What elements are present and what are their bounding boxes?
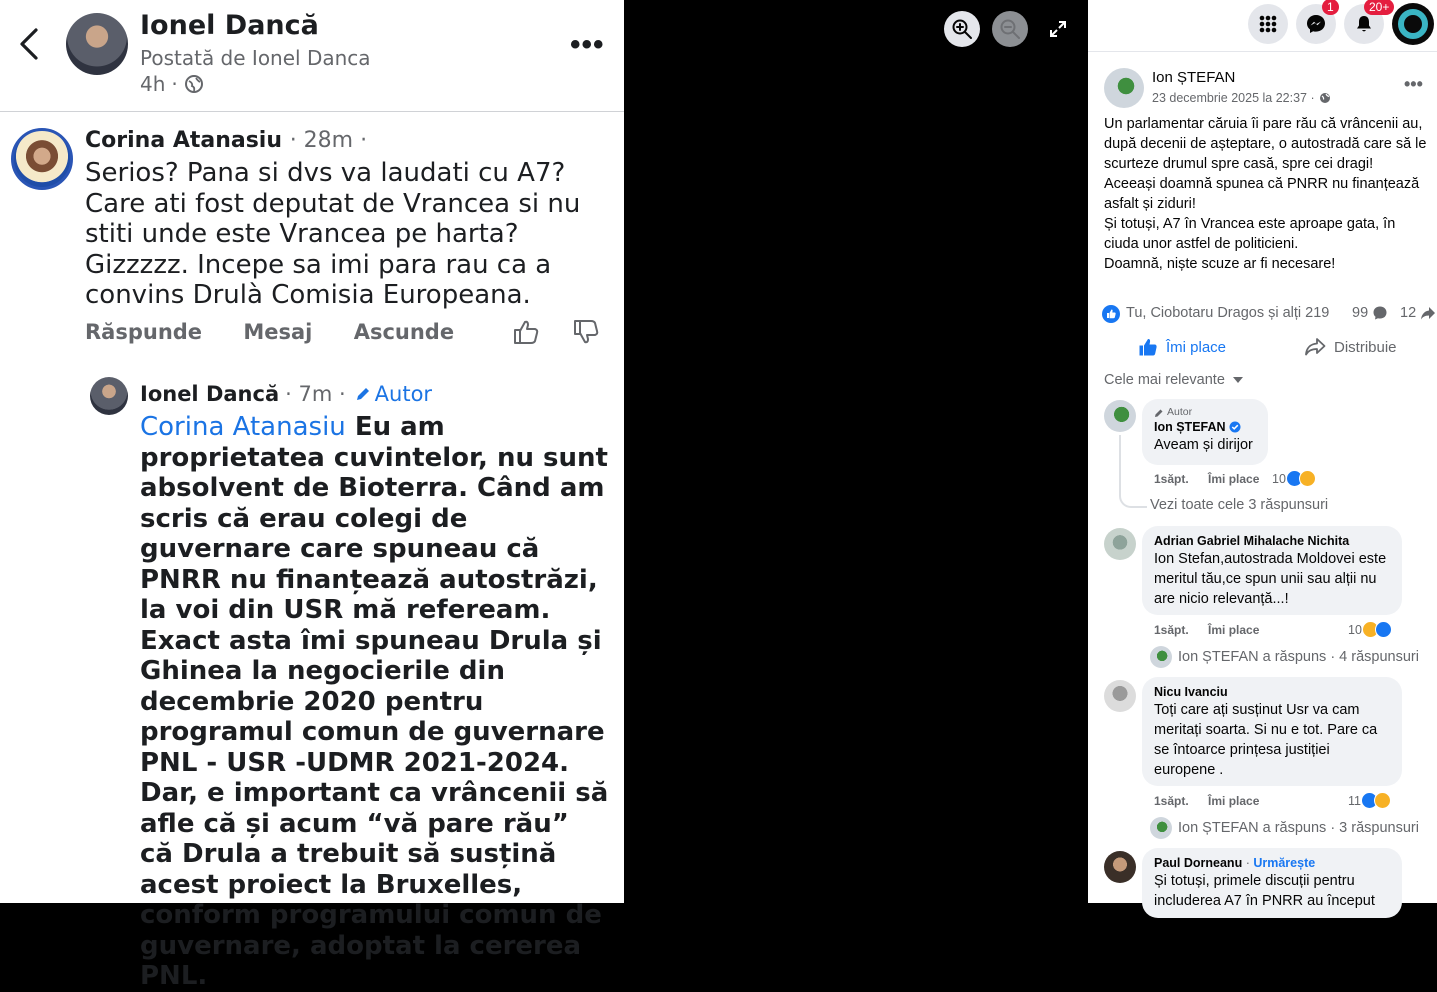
haha-reaction-icon — [1374, 792, 1391, 809]
thumbs-down-icon — [572, 318, 600, 346]
reply-action: Răspunde — [85, 320, 203, 344]
view-replies-text: Ion ȘTEFAN a răspuns · 4 răspunsuri — [1178, 649, 1419, 665]
comment-author-name[interactable]: Nicu Ivanciu — [1154, 685, 1228, 699]
comment-text: Și totuși, primele discuții pentru includerea A7 în PNRR au început — [1154, 873, 1375, 909]
share-icon — [1420, 305, 1436, 321]
post-date-text: 23 decembrie 2025 la 22:37 · — [1152, 91, 1315, 105]
avatar[interactable] — [1104, 400, 1136, 432]
view-replies-link[interactable] — [1150, 497, 1328, 513]
verified-badge-icon — [1229, 421, 1241, 433]
comments-count[interactable] — [1352, 305, 1388, 321]
comment-meta — [1154, 472, 1275, 486]
view-replies-link[interactable] — [1150, 817, 1419, 839]
photo-subtitle: Postată de Ionel Danca — [140, 46, 371, 70]
pencil-icon — [1154, 408, 1164, 418]
pencil-icon — [354, 385, 372, 403]
zoom-in-icon — [951, 18, 973, 40]
photo-meta — [140, 72, 204, 96]
messenger-icon — [1305, 13, 1327, 35]
share-button[interactable] — [1304, 337, 1397, 357]
mention-link: Corina Atanasiu — [140, 412, 346, 442]
comment-sort-dropdown[interactable] — [1104, 372, 1243, 388]
more-options-icon: ••• — [570, 28, 605, 61]
comment-text: Aveam și dirijor — [1154, 437, 1253, 453]
top-bar — [1088, 0, 1437, 52]
like-label: Îmi place — [1166, 338, 1227, 356]
reply-text — [140, 412, 610, 992]
shares-count-value: 12 — [1400, 305, 1417, 321]
comment-reactions-count: 10 — [1348, 622, 1362, 637]
comment-reactions-count: 10 — [1272, 471, 1286, 486]
haha-reaction-icon — [1299, 470, 1316, 487]
comment-reactions-count: 11 — [1348, 793, 1361, 808]
bell-icon — [1354, 14, 1374, 34]
thumbs-up-icon — [512, 318, 540, 346]
comment-time: · 28m · — [289, 128, 368, 153]
photo-header — [0, 0, 624, 112]
post-sidebar — [1088, 0, 1437, 909]
reactions-names: Tu, Ciobotaru Dragos și alți 219 — [1126, 305, 1330, 321]
avatar — [1150, 646, 1172, 668]
back-arrow-icon — [16, 26, 46, 62]
comment-icon — [1372, 305, 1388, 321]
comment-reactions[interactable] — [1272, 470, 1316, 487]
thread-line — [1119, 435, 1147, 508]
comment-actions — [85, 320, 488, 344]
thumbs-up-icon — [1138, 337, 1158, 357]
share-icon — [1304, 337, 1326, 357]
comment-time[interactable]: 1săpt. — [1154, 472, 1189, 486]
comment-author-name[interactable]: Paul Dorneanu — [1154, 856, 1243, 870]
notifications-button[interactable] — [1344, 0, 1390, 44]
comment-text: Toți care ați susținut Usr va cam meritați soarta. Si nu e tot. Pare ca se întoarce prințesa justiției europene . — [1154, 702, 1378, 778]
comment-text: Serios? Pana si dvs va laudati cu A7? Care ati fost deputat de Vrancea si nu stiti unde este Vrancea pe harta? Gizzzzz. Incepe sa imi para rau ca a convins Drulà Comisia Europeana. — [85, 158, 581, 310]
comment-text: Ion Stefan,autostrada Moldovei este meritul tău,ce spun unii sau alții nu are nicio relevanță...! — [1154, 551, 1387, 607]
comment-reactions[interactable] — [1348, 621, 1392, 638]
comment-time[interactable]: 1săpt. — [1154, 623, 1189, 637]
comment-bubble — [1142, 848, 1402, 918]
fullscreen-icon — [1048, 19, 1068, 39]
zoom-out-button[interactable] — [992, 11, 1028, 47]
avatar[interactable] — [1104, 68, 1144, 108]
author-badge-label: Autor — [1167, 406, 1193, 418]
comment-like-button[interactable]: Îmi place — [1208, 472, 1260, 486]
author-badge — [1154, 406, 1256, 419]
reply-author-name: Ionel Dancă — [140, 382, 280, 406]
shares-count[interactable] — [1400, 305, 1436, 321]
comment-like-button[interactable]: Îmi place — [1208, 623, 1260, 637]
like-reaction-icon — [1102, 305, 1120, 323]
post-text: Un parlamentar căruia îi pare rău că vrâncenii au, după decenii de așteptare, o autostradă care să le scurteze drumul spre casă, spre cei dragi! Aceeași doamnă spunea că PNRR nu finanțează asfalt și ziduri! Și totuși, A7 în Vrancea este aproape gata, în ciuda unor astfel de politicieni. Doamnă, niște scuze ar fi necesare! — [1104, 116, 1427, 272]
comment-author-name: Ion ȘTEFAN — [1154, 420, 1226, 434]
hide-action: Ascunde — [353, 320, 455, 344]
messenger-button[interactable] — [1296, 0, 1336, 44]
comment-author: Paul Dorneanu · Urmărește — [1154, 856, 1316, 870]
avatar — [66, 13, 128, 75]
comment-like-button[interactable]: Îmi place — [1208, 794, 1260, 808]
post-date[interactable] — [1152, 91, 1331, 105]
avatar — [11, 128, 73, 190]
author-badge-label: Autor — [374, 382, 433, 406]
comment-bubble — [1142, 399, 1268, 465]
grid-menu-icon — [1258, 14, 1278, 34]
comment-reactions[interactable] — [1348, 792, 1391, 809]
comment-time[interactable]: 1săpt. — [1154, 794, 1189, 808]
zoom-out-icon — [999, 18, 1021, 40]
post-photo — [0, 0, 624, 991]
sort-label: Cele mai relevante — [1104, 372, 1225, 388]
comment-author-name: Corina Atanasiu — [85, 128, 283, 153]
like-reaction-icon — [1375, 621, 1392, 638]
avatar[interactable] — [1104, 680, 1136, 712]
messenger-badge: 1 — [1322, 0, 1339, 15]
avatar — [90, 377, 128, 415]
zoom-in-button[interactable] — [944, 11, 980, 47]
notifications-badge: 20+ — [1364, 0, 1394, 15]
menu-button[interactable] — [1248, 4, 1288, 44]
reply-author — [140, 382, 432, 406]
avatar — [1398, 9, 1428, 39]
post-author-name[interactable]: Ion ȘTEFAN — [1152, 69, 1236, 86]
view-replies-text: Ion ȘTEFAN a răspuns · 3 răspunsuri — [1178, 820, 1419, 836]
view-replies-text: Vezi toate cele 3 răspunsuri — [1150, 497, 1329, 513]
avatar — [1150, 817, 1172, 839]
more-options-button[interactable]: ••• — [1404, 74, 1423, 94]
follow-link[interactable]: Urmărește — [1253, 856, 1316, 870]
globe-icon — [1319, 92, 1331, 104]
comments-count-value: 99 — [1352, 305, 1369, 321]
avatar[interactable] — [1104, 851, 1136, 883]
comment-author-name[interactable]: Adrian Gabriel Mihalache Nichita — [1154, 534, 1350, 548]
comment-meta — [1154, 794, 1275, 808]
author-badge — [354, 382, 432, 406]
caret-down-icon — [1233, 376, 1243, 384]
fullscreen-button[interactable] — [1040, 11, 1076, 47]
like-button[interactable] — [1138, 337, 1226, 357]
view-replies-link[interactable] — [1150, 646, 1419, 668]
reply-time: · 7m · — [285, 382, 346, 406]
share-label: Distribuie — [1334, 338, 1397, 356]
comment-author — [85, 128, 367, 153]
avatar[interactable] — [1104, 528, 1136, 560]
message-action: Mesaj — [243, 320, 313, 344]
photo-author-name: Ionel Dancă — [140, 10, 319, 41]
comment-meta — [1154, 623, 1275, 637]
photo-separator: · — [171, 72, 178, 96]
comment-bubble — [1142, 526, 1402, 615]
comment-bubble — [1142, 677, 1402, 786]
globe-icon — [184, 74, 204, 94]
reply-body: Eu am proprietatea cuvintelor, nu sunt absolvent de Bioterra. Când am scris că erau colegi de guvernare care spuneau că PNRR nu finanțează autostrăzi, la voi din USR mă refeream. Exact asta îmi spuneau Drula și Ghinea la negocierile din decembrie 2020 pentru programul comun de guvernare PNL - USR -UDMR 2021-2024. Dar, e important ca vrâncenii să afle că și acum “vă pare rău” că Drula a trebuit să susțină acest proiect la Bruxelles, conform programului comun de guvernare, adoptat la cererea PNL. — [140, 412, 609, 991]
comment-author[interactable] — [1154, 419, 1256, 435]
account-profile-button[interactable] — [1392, 3, 1434, 45]
photo-time: 4h — [140, 72, 166, 96]
reactions-summary[interactable] — [1102, 304, 1432, 324]
